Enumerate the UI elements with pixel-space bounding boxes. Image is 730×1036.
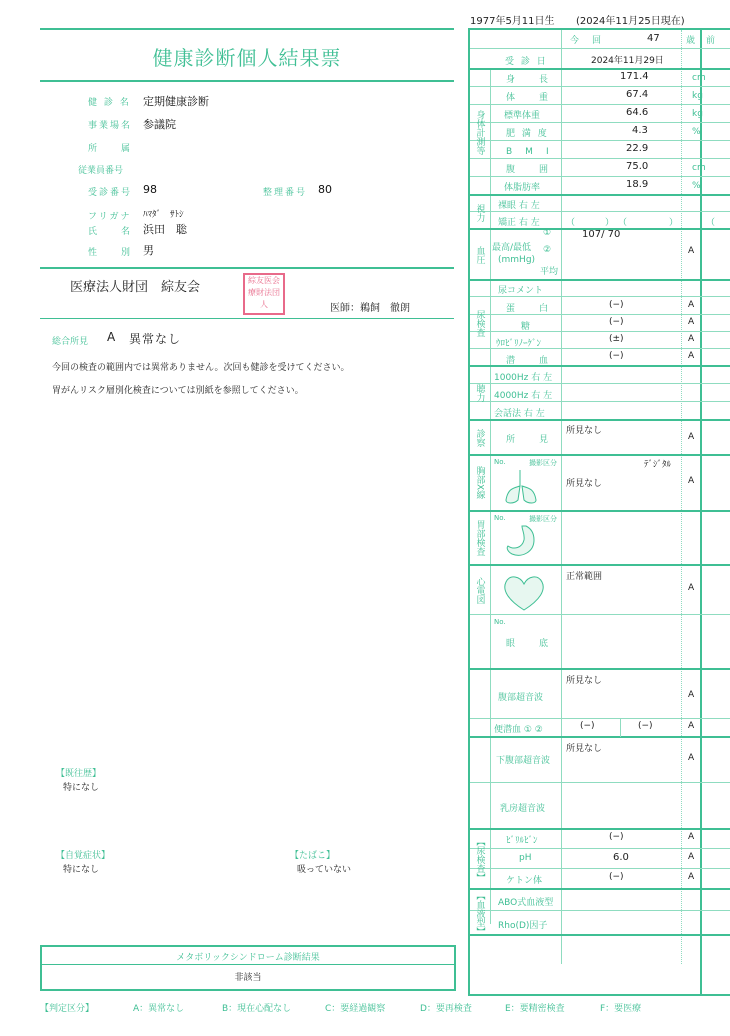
sugar-label: 糖 [521,322,533,332]
smoking-value: 吸っていない [297,865,352,875]
col-prev-label: 前 [706,36,718,46]
occult-grade: A [688,351,695,361]
std-weight-value: 64.6 [626,107,649,118]
vision-paren-close-1: ） [605,218,617,228]
office-label: 事業場名 [88,121,133,131]
ketone-grade: A [688,872,695,882]
rule [470,910,730,911]
rule [470,296,730,297]
legend-label: 【判定区分】 [40,1004,95,1014]
ecg-category: 心電図 [474,576,485,604]
stool-value-2: (−) [638,721,653,731]
title-bottom-rule [40,80,454,82]
hearing-conv-label: 会話法 右 左 [494,409,545,419]
stomach-shoot-label: 撮影区分 [529,515,557,523]
weight-label: 体 重 [506,93,551,103]
metabolic-result: 非該当 [234,973,262,983]
rule [470,383,730,384]
legend-d: D：要再検査 [420,1004,472,1014]
lower-us-label: 下腹部超音波 [496,756,551,766]
rule [470,454,730,456]
protein-value: (−) [609,300,624,310]
body-category: 身体計測等 [474,109,485,155]
ref-no-label: 整理番号 [263,188,308,198]
past-history-label: 【既往歴】 [56,769,102,779]
symptom-value: 特になし [63,865,100,875]
visit-label: 受 診 日 [505,57,548,67]
overall-result: 異常なし [129,332,182,346]
symptom-label: 【自覚症状】 [56,851,111,861]
office-value: 参議院 [143,118,176,131]
obesity-value: 4.3 [632,125,648,136]
ph-label: pH [519,853,532,863]
legend-b: B：現在心配なし [222,1004,292,1014]
exam-grade: A [688,432,695,442]
vision-paren-open-1: （ [566,218,578,228]
smoking-label: 【たばこ】 [290,851,336,861]
height-value: 171.4 [620,71,649,82]
as-of-date: (2024年11月25日現在) [576,16,685,27]
chest-mode: ﾃﾞｼﾞﾀﾙ [644,460,672,470]
checkup-label: 健 診 名 [88,98,131,108]
fat-label: 体脂肪率 [504,183,541,193]
page-title: 健康診断個人結果票 [152,46,342,70]
chest-category: 胸部X線 [474,466,485,500]
bp-two: ② [543,245,552,255]
blood-category: 【血液型】 [474,890,485,936]
std-weight-label: 標準体重 [504,111,541,121]
lower-us-grade: A [688,753,695,763]
rule [470,86,730,87]
ecg-value: 正常範囲 [566,572,603,582]
ecg-grade: A [688,583,695,593]
age-unit: 歳 [686,36,696,46]
exam-category: 診察 [474,428,485,447]
rule [470,782,730,783]
rule [470,140,730,141]
stomach-category: 胃部検査 [474,520,485,556]
rule [470,194,730,196]
birth-date: 1977年5月11日生 [470,16,555,27]
stomach-no-label: No. [494,514,506,522]
ref-no-value: 80 [318,183,332,196]
chest-grade: A [688,476,695,486]
rule [470,736,730,738]
lower-us-value: 所見なし [566,744,603,754]
exam-no-label: 受診番号 [88,188,133,198]
bp-value: 107/ 70 [582,229,621,240]
obesity-unit: % [692,127,701,137]
metabolic-title: メタボリックシンドローム診断結果 [176,953,320,963]
urine-comment-label: 尿コメント [498,286,544,296]
rule [470,934,730,936]
exam-value: 所見なし [566,426,603,436]
rule [470,888,730,890]
title-top-rule [40,28,454,30]
weight-unit: kg [692,91,703,101]
bp-grade: A [688,246,695,256]
weight-value: 67.4 [626,89,649,100]
legend-e: E：要精密検査 [505,1004,565,1014]
urine2-category: 【尿検査】 [474,836,485,882]
heart-icon [498,568,550,614]
abo-label: ABO式血液型 [498,898,554,908]
overall-note-1: 今回の検査の範囲内では異常ありません。次回も健診を受けてください。 [52,363,350,373]
sex-label: 性 別 [88,248,133,258]
urine-category: 尿検査 [474,310,485,337]
abd-us-value: 所見なし [566,676,603,686]
age-value: 47 [647,33,660,44]
vision-category: 視力 [474,203,485,222]
ph-grade: A [688,852,695,862]
furigana-label: フリガナ [88,212,132,222]
vision-corrected-label: 矯正 右 左 [498,218,540,228]
exam-label: 所 見 [506,435,551,445]
exam-no-value: 98 [143,183,157,196]
rule [470,211,730,212]
overall-label: 総合所見 [52,337,89,347]
ketone-label: ケトン体 [506,876,543,886]
std-weight-unit: kg [692,109,703,119]
checkup-value: 定期健康診断 [143,95,209,108]
col-current-label: 今 回 [570,36,604,46]
waist-label: 腹 囲 [506,165,551,175]
rule [470,419,730,421]
bp-one: ① [543,228,552,238]
hearing-1000-label: 1000Hz 右 左 [494,373,553,383]
fundus-no-label: No. [494,618,506,626]
stool-value-1: (−) [580,721,595,731]
fat-unit: % [692,181,701,191]
waist-value: 75.0 [626,161,649,172]
rule [470,401,730,402]
lungs-icon [500,466,544,506]
protein-label: 蛋 白 [506,304,551,314]
overall-note-2: 胃がんリスク層別化検査については別紙を参照してください。 [52,386,304,396]
results-table [468,28,730,996]
occult-label: 潜 血 [506,356,551,366]
rh-label: Rho(D)因子 [498,921,548,931]
bmi-value: 22.9 [626,143,649,154]
bp-avg: 平均 [540,267,559,277]
bilirubin-value: (−) [609,832,624,842]
rule [470,122,730,123]
institution-name: 医療法人財団 綜友会 [70,280,201,295]
col-line-prev [700,30,702,994]
fat-value: 18.9 [626,179,649,190]
vision-paren-open-prev: （ [706,218,718,228]
sex-value: 男 [143,244,154,257]
col-line-category [490,68,491,924]
col-line-label [561,30,562,964]
abd-us-label: 腹部超音波 [498,693,544,703]
obesity-label: 肥 満 度 [506,129,549,139]
bilirubin-grade: A [688,832,695,842]
institution-rule [40,318,454,319]
sugar-grade: A [688,317,695,327]
stomach-icon [500,522,544,562]
rule [470,718,730,719]
past-history-value: 特になし [63,783,100,793]
vision-paren-open-2: （ [618,218,630,228]
chest-no-label: No. [494,458,506,466]
bmi-label: B M I [506,147,551,157]
employee-no-label: 従業員番号 [78,166,124,176]
rule [470,848,730,849]
bp-label: 最高/最低 [492,243,532,253]
hearing-4000-label: 4000Hz 右 左 [494,391,553,401]
occult-value: (−) [609,351,624,361]
name-label: 氏 名 [88,227,133,237]
doctor-name: 医師：鵜飼 徹朗 [330,303,410,314]
chest-value: 所見なし [566,479,603,489]
fundus-label: 眼 底 [506,639,551,649]
rule [470,158,730,159]
rule [470,614,730,615]
col-line-grade [681,30,682,964]
rule [470,331,730,332]
rule [470,828,730,830]
chest-shoot-label: 撮影区分 [529,459,557,467]
sugar-value: (−) [609,317,624,327]
rule [470,68,730,70]
name-value: 浜田 聡 [143,223,187,236]
rule [470,176,730,177]
rule [470,104,730,105]
rule [470,668,730,670]
rule [470,48,730,49]
overall-grade: A [107,330,116,344]
stool-label: 便潜血 ① ② [494,725,543,735]
institution-seal: 綜友医会療財法団人 [243,273,285,315]
hearing-category: 聴力 [474,384,485,402]
ph-value: 6.0 [613,852,629,863]
stool-divider [620,719,621,737]
urobilinogen-value: (±) [609,334,624,344]
breast-us-label: 乳房超音波 [500,804,546,814]
height-label: 身 長 [506,75,551,85]
legend-c: C：要経過観察 [325,1004,386,1014]
stool-grade: A [688,721,695,731]
rule [470,868,730,869]
rule [470,314,730,315]
urobilinogen-grade: A [688,334,695,344]
bilirubin-label: ﾋﾞﾘﾙﾋﾞﾝ [506,836,538,846]
rule [470,564,730,566]
abd-us-grade: A [688,690,695,700]
visit-date: 2024年11月29日 [591,56,664,66]
furigana-value: ﾊﾏﾀﾞ ｻﾄｼ [143,210,184,220]
vision-paren-close-2: ） [669,218,681,228]
waist-unit: cm [692,163,706,173]
ketone-value: (−) [609,872,624,882]
legend-f: F：要医療 [600,1004,642,1014]
info-bottom-rule [40,267,454,269]
rule [470,510,730,512]
vision-naked-label: 裸眼 右 左 [498,201,540,211]
height-unit: cm [692,73,706,83]
dept-label: 所 属 [88,144,133,154]
protein-grade: A [688,300,695,310]
bp-category: 血圧 [474,245,485,264]
legend-a: A：異常なし [133,1004,185,1014]
bp-unit: (mmHg) [498,255,536,265]
rule [470,279,730,281]
urobilinogen-label: ｳﾛﾋﾞﾘﾉｰｹﾞﾝ [496,339,542,349]
